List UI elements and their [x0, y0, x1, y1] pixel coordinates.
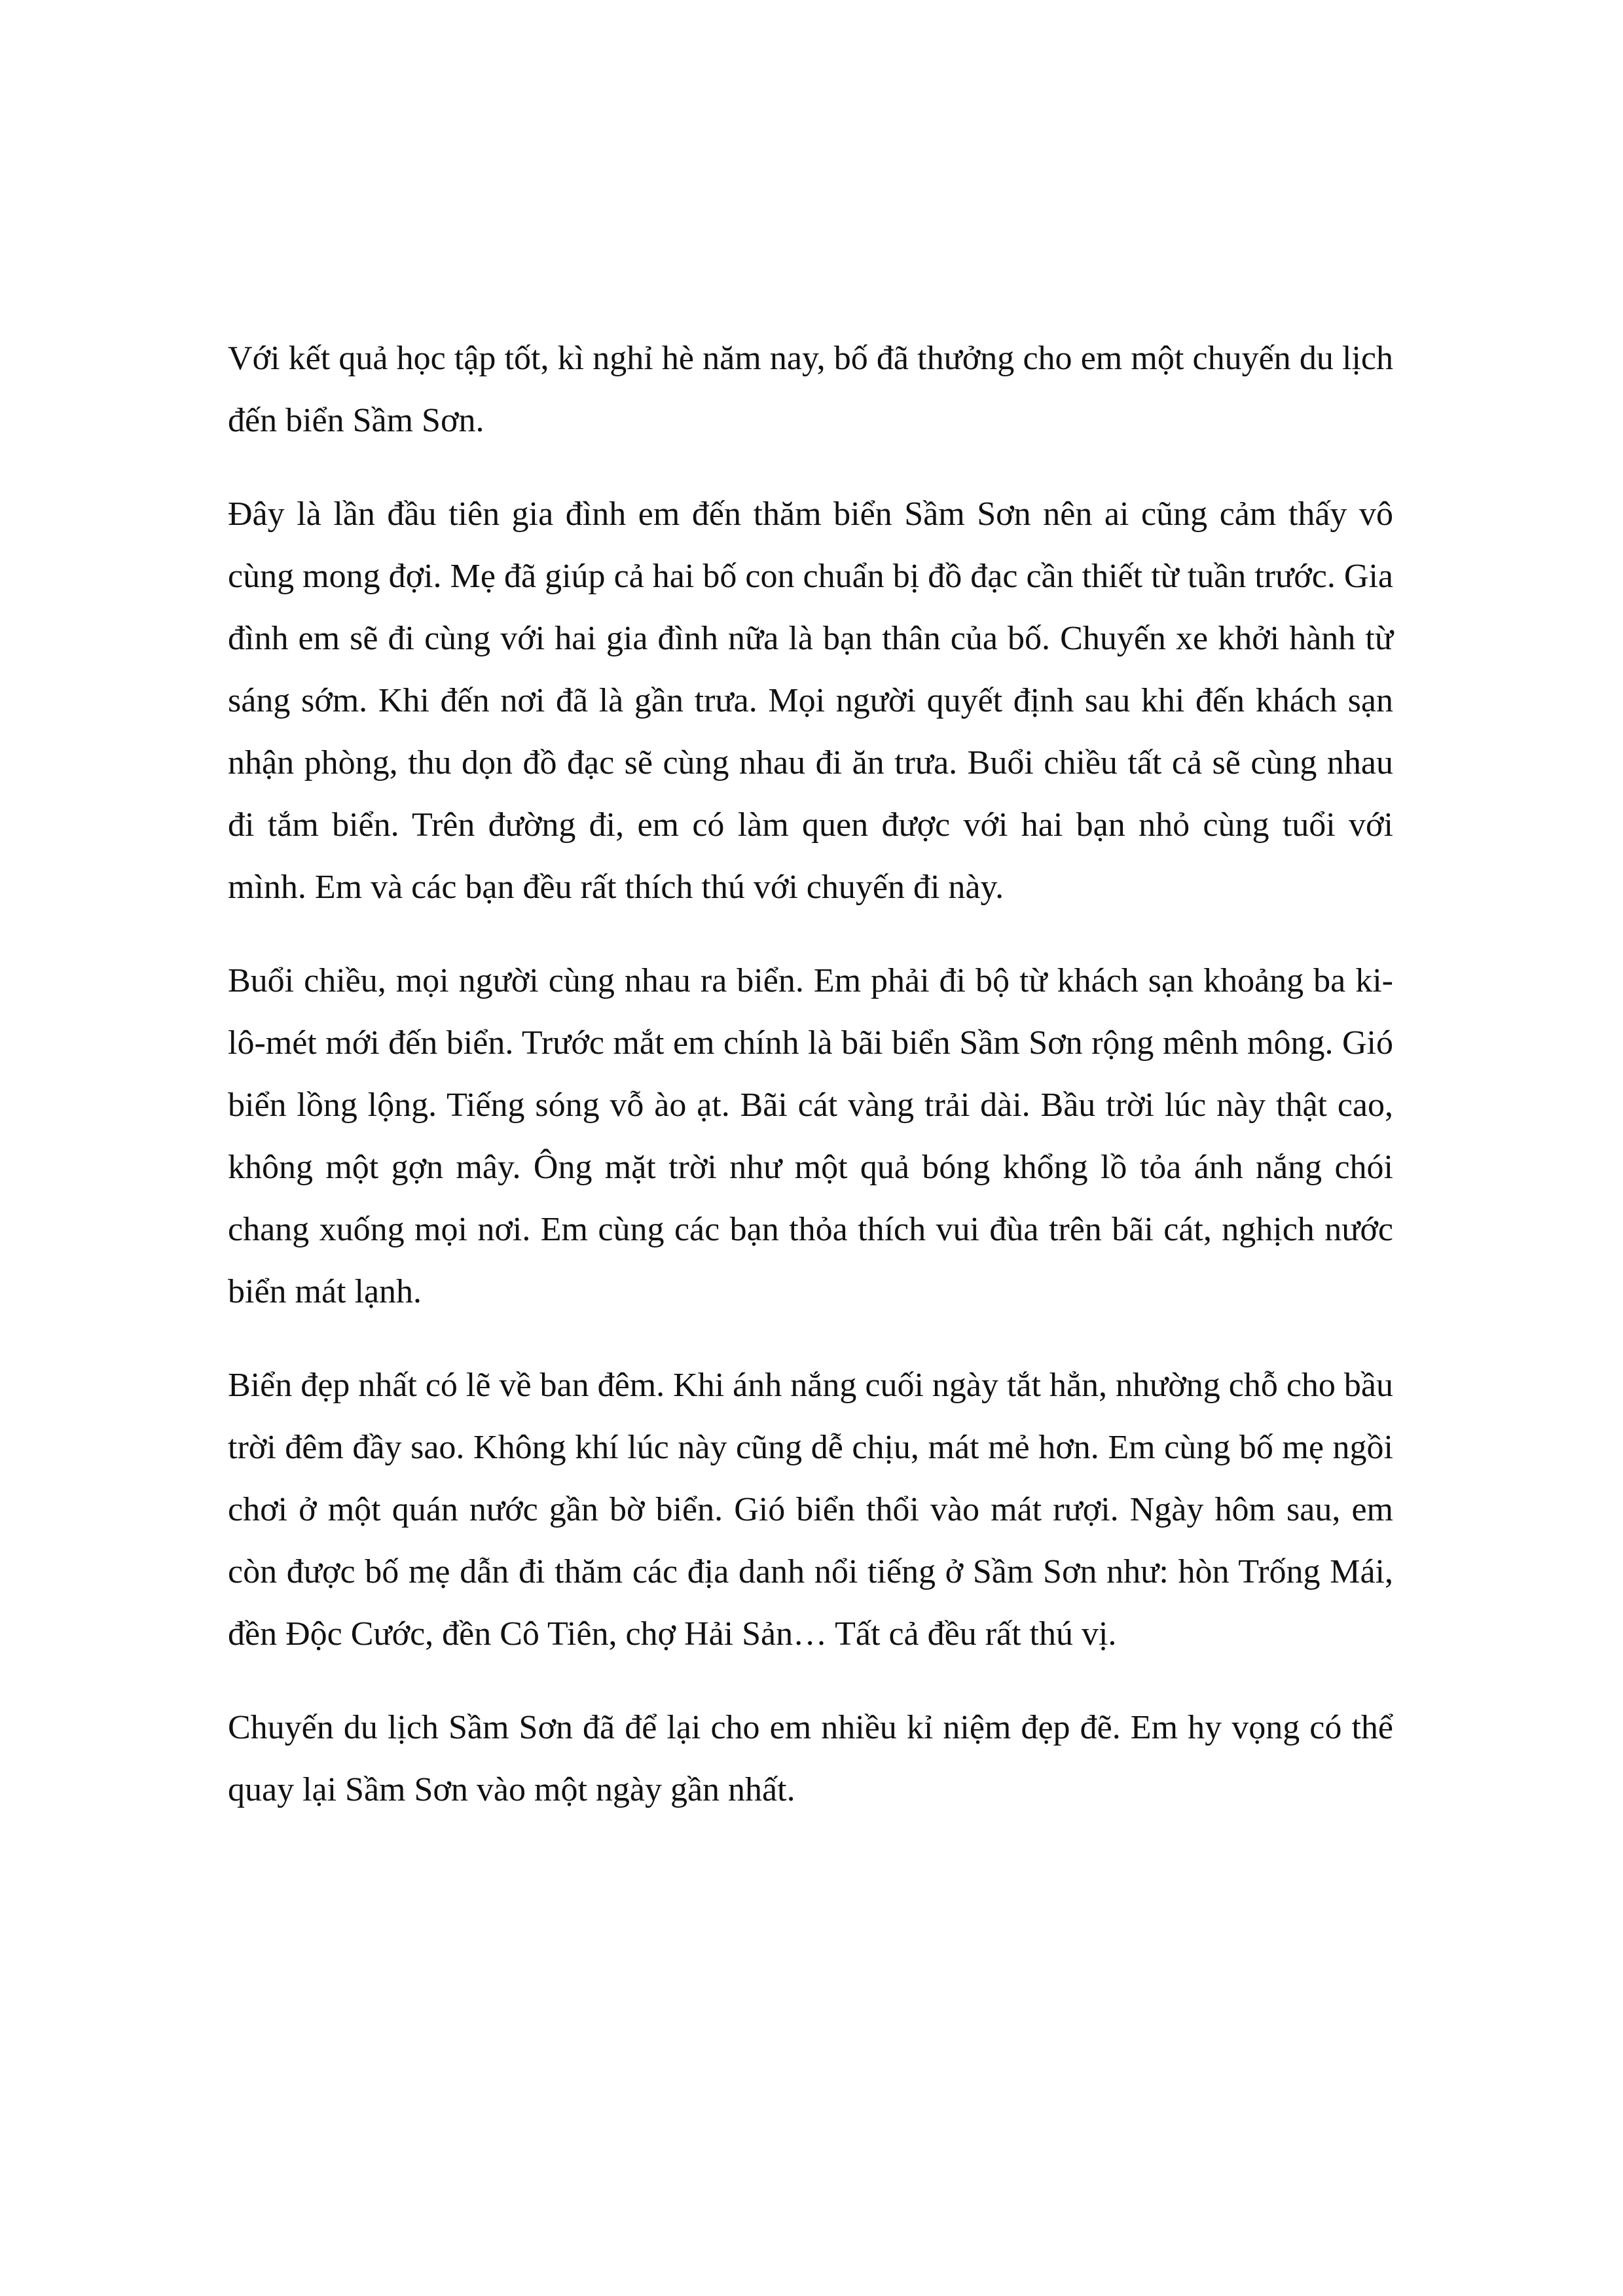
- paragraph-journey: Đây là lần đầu tiên gia đình em đến thăm biển Sầm Sơn nên ai cũng cảm thấy vô cùng mong đợi. Mẹ đã giúp cả hai bố con chuẩn bị đồ đạc cần thiết từ tuần trước. Gia đình em sẽ đi cùng với hai gia đình nữa là bạn thân của bố. Chuyến xe khởi hành từ sáng sớm. Khi đến nơi đã là gần trưa. Mọi người quyết định sau khi đến khách sạn nhận phòng, thu dọn đồ đạc sẽ cùng nhau đi ăn trưa. Buổi chiều tất cả sẽ cùng nhau đi tắm biển. Trên đường đi, em có làm quen được với hai bạn nhỏ cùng tuổi với mình. Em và các bạn đều rất thích thú với chuyến đi này.: [228, 495, 1393, 906]
- paragraph-afternoon-beach: Buổi chiều, mọi người cùng nhau ra biển. Em phải đi bộ từ khách sạn khoảng ba ki-lô-mét mới đến biển. Trước mắt em chính là bãi biển Sầm Sơn rộng mênh mông. Gió biển lồng lộng. Tiếng sóng vỗ ào ạt. Bãi cát vàng trải dài. Bầu trời lúc này thật cao, không một gợn mây. Ông mặt trời như một quả bóng khổng lồ tỏa ánh nắng chói chang xuống mọi nơi. Em cùng các bạn thỏa thích vui đùa trên bãi cát, nghịch nước biển mát lạnh.: [228, 962, 1393, 1310]
- paragraph-night-and-sightseeing: Biển đẹp nhất có lẽ về ban đêm. Khi ánh nắng cuối ngày tắt hẳn, nhường chỗ cho bầu trời đêm đầy sao. Không khí lúc này cũng dễ chịu, mát mẻ hơn. Em cùng bố mẹ ngồi chơi ở một quán nước gần bờ biển. Gió biển thổi vào mát rượi. Ngày hôm sau, em còn được bố mẹ dẫn đi thăm các địa danh nổi tiếng ở Sầm Sơn như: hòn Trống Mái, đền Độc Cước, đền Cô Tiên, chợ Hải Sản… Tất cả đều rất thú vị.: [228, 1367, 1393, 1653]
- paragraph-conclusion: Chuyến du lịch Sầm Sơn đã để lại cho em nhiều kỉ niệm đẹp đẽ. Em hy vọng có thể quay lại Sầm Sơn vào một ngày gần nhất.: [228, 1709, 1393, 1808]
- essay-body: [228, 327, 1393, 1852]
- paragraph-intro: Với kết quả học tập tốt, kì nghỉ hè năm nay, bố đã thưởng cho em một chuyến du lịch đến biển Sầm Sơn.: [228, 340, 1393, 439]
